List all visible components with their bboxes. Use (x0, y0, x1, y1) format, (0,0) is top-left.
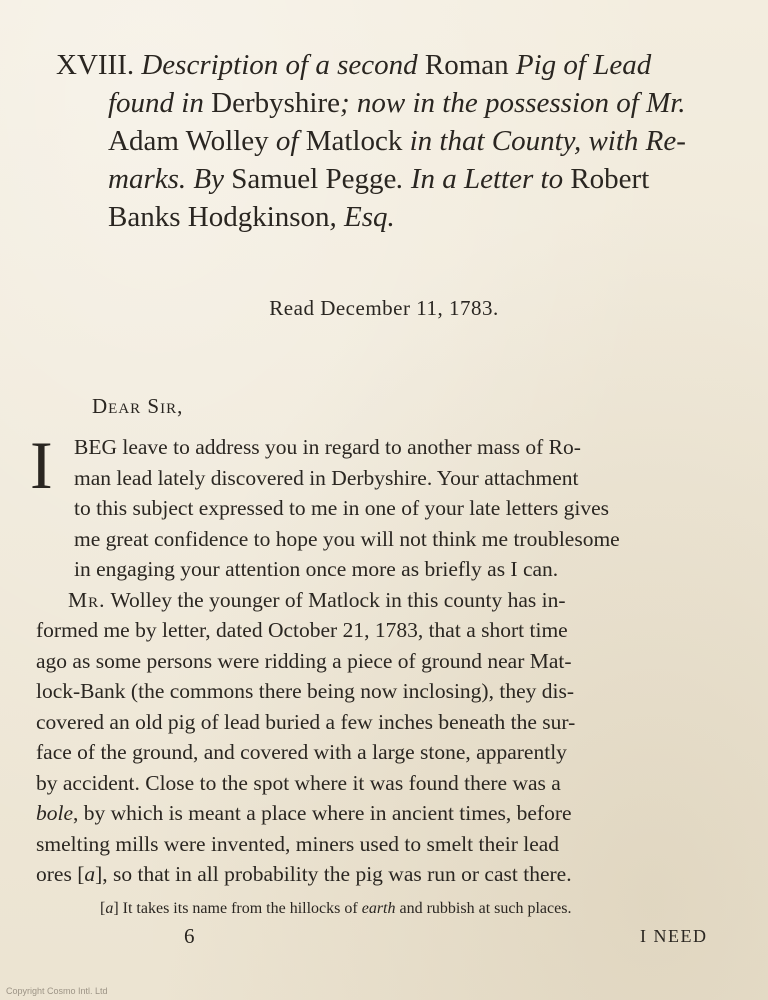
copyright-watermark: Copyright Cosmo Intl. Ltd (6, 986, 108, 996)
title-text: Roman (424, 49, 509, 81)
salutation: Dear Sir, (92, 394, 184, 418)
footnote-mark: ] (113, 900, 119, 917)
text-line (30, 859, 730, 890)
text-line: in engaging your attention once more as briefly as I can. (74, 557, 559, 581)
text-line: formed me by letter, dated October 21, 1783, that a short time (36, 618, 568, 642)
title-roman-numeral: XVIII. (56, 49, 135, 81)
title-text: of (268, 125, 306, 157)
paragraph-1 (30, 427, 730, 585)
text-line: me great confidence to hope you will not think me troublesome (74, 526, 620, 551)
title-text: , Esq. (329, 201, 395, 233)
text-line: ago as some persons were ridding a piece of ground near Mat- (36, 648, 572, 673)
article-title (56, 46, 746, 236)
title-text: ; now in the possession of Mr. (339, 87, 686, 119)
title-text: Robert (570, 163, 650, 195)
text-line: smelting mills were invented, miners used to smelt their lead (36, 831, 560, 856)
title-text: Adam Wolley (108, 125, 269, 157)
title-line-3 (56, 122, 746, 160)
title-text: . In a Letter to (396, 163, 571, 195)
footnote-mark: [ (100, 900, 106, 917)
text-run: Mr. (68, 587, 106, 612)
text-run: Wolley the younger of Matlock in this county has in- (105, 587, 566, 612)
footnote-text: It takes its name from the hillocks of (118, 900, 362, 917)
text-run: a (84, 862, 96, 886)
title-text: Samuel Pegge (231, 163, 397, 195)
title-text: Description of a second (134, 49, 425, 81)
text-line: man lead lately discovered in Derbyshire. Your attachment (74, 465, 579, 490)
text-line: by accident. Close to the spot where it was found there was a (36, 770, 561, 795)
text-line (30, 798, 730, 829)
footnote-text: and rubbish at such places. (395, 900, 572, 917)
title-text: Derbyshire (211, 87, 340, 119)
text-run: ], so that in all probability the pig was run or cast there. (95, 862, 572, 886)
text-line: face of the ground, and covered with a large stone, apparently (36, 740, 567, 764)
text-line (30, 585, 730, 616)
text-line: covered an old pig of lead buried a few inches beneath the sur- (36, 709, 576, 734)
title-line-4 (56, 160, 746, 198)
page-number: 6 (184, 924, 195, 948)
footnote (100, 900, 571, 918)
drop-cap: I (30, 427, 53, 503)
footnote-mark: a (105, 900, 114, 917)
text-line: lock-Bank (the commons there being now inclosing), they dis- (36, 679, 574, 703)
title-line-2 (56, 84, 746, 122)
footnote-text: earth (361, 900, 396, 917)
title-text: Banks Hodgkinson (108, 201, 330, 233)
text-line: BEG leave to address you in regard to another mass of Ro- (74, 435, 581, 459)
text-line: to this subject expressed to me in one of your late letters gives (74, 496, 609, 520)
text-run: ores [ (36, 862, 85, 886)
title-line-5 (56, 198, 746, 236)
paragraph-2 (30, 585, 730, 890)
title-text: Matlock (305, 125, 403, 157)
title-line-1 (56, 46, 746, 84)
title-text: Pig of Lead (508, 49, 652, 81)
catchword: I NEED (640, 926, 708, 946)
title-text: in that County, with Re- (402, 125, 686, 157)
title-text: marks. By (108, 163, 232, 195)
title-text: found in (108, 87, 212, 119)
letter-body (30, 427, 730, 890)
text-run: bole (36, 801, 74, 825)
read-date: Read December 11, 1783. (269, 296, 499, 320)
text-run: , by which is meant a place where in ancient times, before (73, 801, 572, 825)
